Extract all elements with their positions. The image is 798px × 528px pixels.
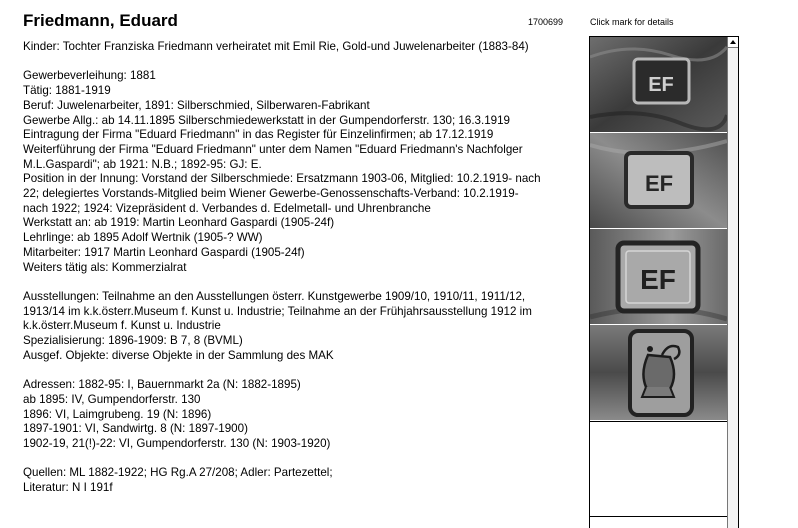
text-line: M.L.Gaspardi"; ab 1921: N.B.; 1892-95: GJ: E. xyxy=(23,157,262,171)
career-section xyxy=(23,69,578,275)
hallmark-2-image xyxy=(590,133,727,228)
exhibitions-section xyxy=(23,290,578,364)
text-line: Beruf: Juwelenarbeiter, 1891: Silberschmied, Silberwaren-Fabrikant xyxy=(23,98,370,112)
addresses-section xyxy=(23,378,578,452)
text-line: ab 1895: IV, Gumpendorferstr. 130 xyxy=(23,392,201,406)
text-line: k.k.österr.Museum f. Kunst u. Industrie xyxy=(23,319,221,333)
hallmark-4[interactable] xyxy=(590,325,727,420)
hallmark-4-image xyxy=(590,325,727,420)
scroll-up-arrow-icon[interactable] xyxy=(728,37,738,48)
text-line: 1897-1901: VI, Sandwirtg. 8 (N: 1897-1900) xyxy=(23,422,248,436)
hallmark-3-image xyxy=(590,229,727,324)
children-section xyxy=(23,40,578,55)
text-line: Quellen: ML 1882-1922; HG Rg.A 27/208; Adler: Partezettel; xyxy=(23,466,333,480)
text-line: Tätig: 1881-1919 xyxy=(23,84,111,98)
hallmark-2-letters: EF xyxy=(644,171,674,196)
hallmark-3-letters: EF xyxy=(640,264,676,295)
text-line: Literatur: N I 191f xyxy=(23,481,113,495)
text-line: 22; delegiertes Vorstands-Mitglied beim Wiener Gewerbe-Genossenschafts-Verband: 10.2.1919- xyxy=(23,187,519,201)
text-line: Gewerbeverleihung: 1881 xyxy=(23,69,156,83)
marks-list xyxy=(590,37,727,421)
text-line: Ausgef. Objekte: diverse Objekte in der Sammlung des MAK xyxy=(23,348,334,362)
hallmark-1-image xyxy=(590,37,727,132)
text-line: nach 1922; 1924: Vizepräsident d. Verbandes d. Edelmetall- und Uhrenbranche xyxy=(23,201,431,215)
text-line: Werkstatt an: ab 1919: Martin Leonhard Gaspardi (1905-24f) xyxy=(23,216,335,230)
text-line: Lehrlinge: ab 1895 Adolf Wertnik (1905-? WW) xyxy=(23,231,263,245)
click-mark-hint: Click mark for details xyxy=(590,17,674,27)
text-line: 1902-19, 21(!)-22: VI, Gumpendorferstr. 130 (N: 1903-1920) xyxy=(23,436,331,450)
text-line: Weiterführung der Firma "Eduard Friedmann" unter dem Namen "Eduard Friedmann's Nachfolger xyxy=(23,142,523,156)
text-line: Spezialisierung: 1896-1909: B 7, 8 (BVML) xyxy=(23,334,243,348)
text-line: 1913/14 im k.k.österr.Museum f. Kunst u. Industrie; Teilnahme an der Frühjahrsausstellung 1912 im xyxy=(23,304,532,318)
text-line: 1896: VI, Laimgrubeng. 19 (N: 1896) xyxy=(23,407,212,421)
page-title: Friedmann, Eduard xyxy=(23,11,178,30)
text-line: Eintragung der Firma "Eduard Friedmann" in das Register für Einzelinfirmen; ab 17.12.1919 xyxy=(23,128,494,142)
hallmark-2[interactable] xyxy=(590,133,727,228)
hallmark-3[interactable] xyxy=(590,229,727,324)
hallmark-1-letters: EF xyxy=(648,74,674,96)
text-line: Adressen: 1882-95: I, Bauernmarkt 2a (N: 1882-1895) xyxy=(23,378,301,392)
text-line: Gewerbe Allg.: ab 14.11.1895 Silberschmiedewerkstatt in der Gumpendorferstr. 130; 16.3.1919 xyxy=(23,113,511,127)
record-id: 1700699 xyxy=(528,17,564,27)
text-line: Mitarbeiter: 1917 Martin Leonhard Gaspardi (1905-24f) xyxy=(23,245,305,259)
sources-section xyxy=(23,466,578,495)
hallmark-1[interactable] xyxy=(590,37,727,132)
text-line: Position in der Innung: Vorstand der Silberschmiede: Ersatzmann 1903-06, Mitglied: 10.2.1919- nach xyxy=(23,172,541,186)
biography xyxy=(23,40,578,496)
text-line: Weiters tätig als: Kommerzialrat xyxy=(23,260,187,274)
children-line: Kinder: Tochter Franziska Friedmann verheiratet mit Emil Rie, Gold-und Juwelenarbeiter (1883-84) xyxy=(23,40,529,53)
empty-mark-cell xyxy=(590,421,727,517)
marks-panel xyxy=(589,36,739,528)
text-line: Ausstellungen: Teilnahme an den Ausstellungen österr. Kunstgewerbe 1909/10, 1910/11, 1911/12, xyxy=(23,289,526,303)
marks-scrollbar[interactable] xyxy=(727,37,738,528)
